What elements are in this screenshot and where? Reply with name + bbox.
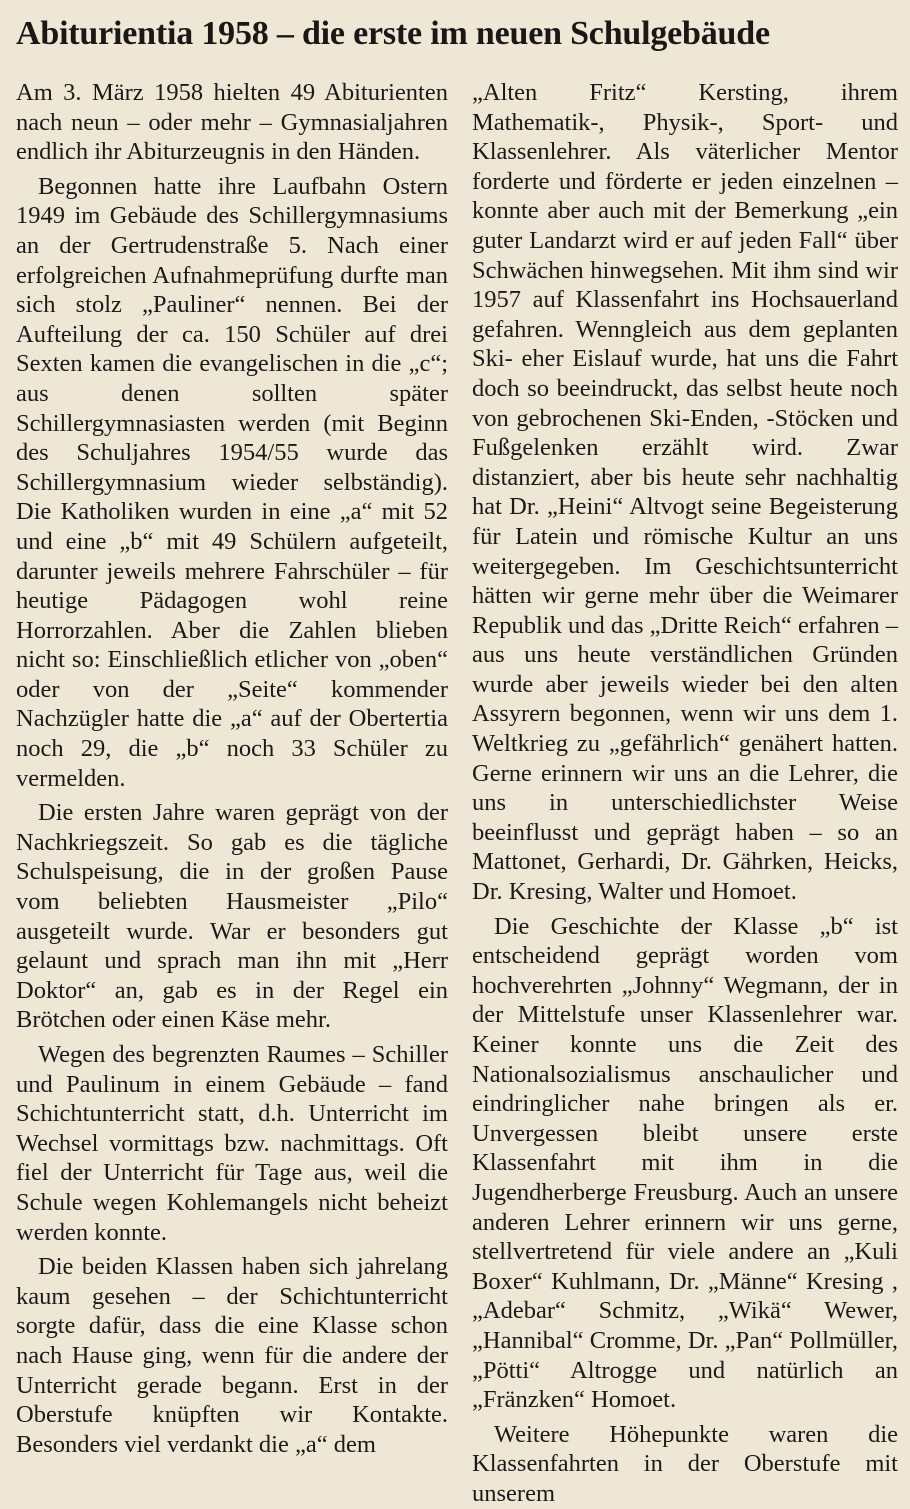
paragraph: Die ersten Jahre waren geprägt von der Nachkriegszeit. So gab es die tägliche Schulspeisung, die in der großen Pause vom beliebten Hausmeister „Pilo“ ausgeteilt wurde. War er besonders gut gelaunt und sprach man ihn mit „Herr Doktor“ an, gab es in der Regel ein Brötchen oder einen Käse mehr. [16, 799, 448, 1034]
paragraph: „Alten Fritz“ Kersting, ihrem Mathematik-, Physik-, Sport- und Klassenlehrer. Als väterlicher Mentor forderte und förderte er jeden einzelnen – konnte aber auch mit der Bemerkung „ein guter Landarzt wird er auf jeden Fall“ über Schwächen hinwegsehen. Mit ihm sind wir 1957 auf Klassenfahrt ins Hochsauerland gefahren. Wenngleich aus dem geplanten Ski- eher Eislauf wurde, hat uns die Fahrt doch so beeindruckt, das selbst heute noch von gebrochenen Ski-Enden, -Stöcken und Fußgelenken erzählt wird. Zwar distanziert, aber bis heute sehr nachhaltig hat Dr. „Heini“ Altvogt seine Begeisterung für Latein und römische Kultur an uns weitergegeben. Im Geschichtsunterricht hätten wir gerne mehr über die Weimarer Republik und das „Dritte Reich“ erfahren – aus uns heute verständlichen Gründen wurde aber jeweils wieder bei den alten Assyrern begonnen, wenn wir uns dem 1. Weltkrieg zu „gefährlich“ genähert hatten. Gerne erinnern wir uns an die Lehrer, die uns in unterschiedlichster Weise beeinflusst und geprägt haben – so an Mattonet, Gerhardi, Dr. Gährken, Heicks, Dr. Kresing, Walter und Homoet. [472, 79, 898, 906]
right-column [472, 78, 898, 1509]
paragraph: Weitere Höhepunkte waren die Klassenfahrten in der Oberstufe mit unserem [472, 1420, 898, 1507]
left-column [16, 78, 448, 1509]
article-headline: Abiturientia 1958 – die erste im neuen Schulgebäude [16, 15, 770, 52]
paragraph: Begonnen hatte ihre Laufbahn Ostern 1949 im Gebäude des Schillergymnasiums an der Gertrudenstraße 5. Nach einer erfolgreichen Aufnahmeprüfung durfte man sich stolz „Pauliner“ nennen. Bei der Aufteilung der ca. 150 Schüler auf drei Sexten kamen die evangelischen in die „c“; aus denen sollten später Schillergymnasiasten werden (mit Beginn des Schuljahres 1954/55 wurde das Schillergymnasium wieder selbständig). Die Katholiken wurden in eine „a“ mit 52 und eine „b“ mit 49 Schülern aufgeteilt, darunter jeweils mehrere Fahrschüler – für heutige Pädagogen wohl reine Horrorzahlen. Aber die Zahlen blieben nicht so: Einschließlich etlicher von „oben“ oder von der „Seite“ kommender Nachzügler hatte die „a“ auf der Obertertia noch 29, die „b“ noch 33 Schüler zu vermelden. [16, 172, 448, 792]
paragraph: Die beiden Klassen haben sich jahrelang kaum gesehen – der Schichtunterricht sorgte dafür, dass die eine Klasse schon nach Hause ging, wenn für die andere der Unterricht gerade begann. Erst in der Oberstufe knüpften wir Kontakte. Besonders viel verdankt die „a“ dem [16, 1253, 448, 1458]
article-body [16, 78, 898, 1509]
paragraph: Wegen des begrenzten Raumes – Schiller und Paulinum in einem Gebäude – fand Schichtunterricht statt, d.h. Unterricht im Wechsel vormittags bzw. nachmittags. Oft fiel der Unterricht für Tage aus, weil die Schule wegen Kohlemangels nicht beheizt werden konnte. [16, 1041, 448, 1246]
paragraph: Die Geschichte der Klasse „b“ ist entscheidend geprägt worden vom hochverehrten „Johnny“ Wegmann, der in der Mittelstufe unser Klassenlehrer war. Keiner konnte uns die Zeit des Nationalsozialismus anschaulicher und eindringlicher nahe bringen als er. Unvergessen bleibt unsere erste Klassenfahrt mit ihm in die Jugendherberge Freusburg. Auch an unsere anderen Lehrer erinnern wir uns gerne, stellvertretend für viele andere an „Kuli Boxer“ Kuhlmann, Dr. „Männe“ Kresing , „Adebar“ Schmitz, „Wikä“ Wewer, „Hannibal“ Cromme, Dr. „Pan“ Pollmüller, „Pötti“ Altrogge und natürlich an „Fränzken“ Homoet. [472, 912, 898, 1414]
paragraph: Am 3. März 1958 hielten 49 Abiturienten nach neun – oder mehr – Gymnasialjahren endlich ihr Abiturzeugnis in den Händen. [16, 79, 448, 166]
